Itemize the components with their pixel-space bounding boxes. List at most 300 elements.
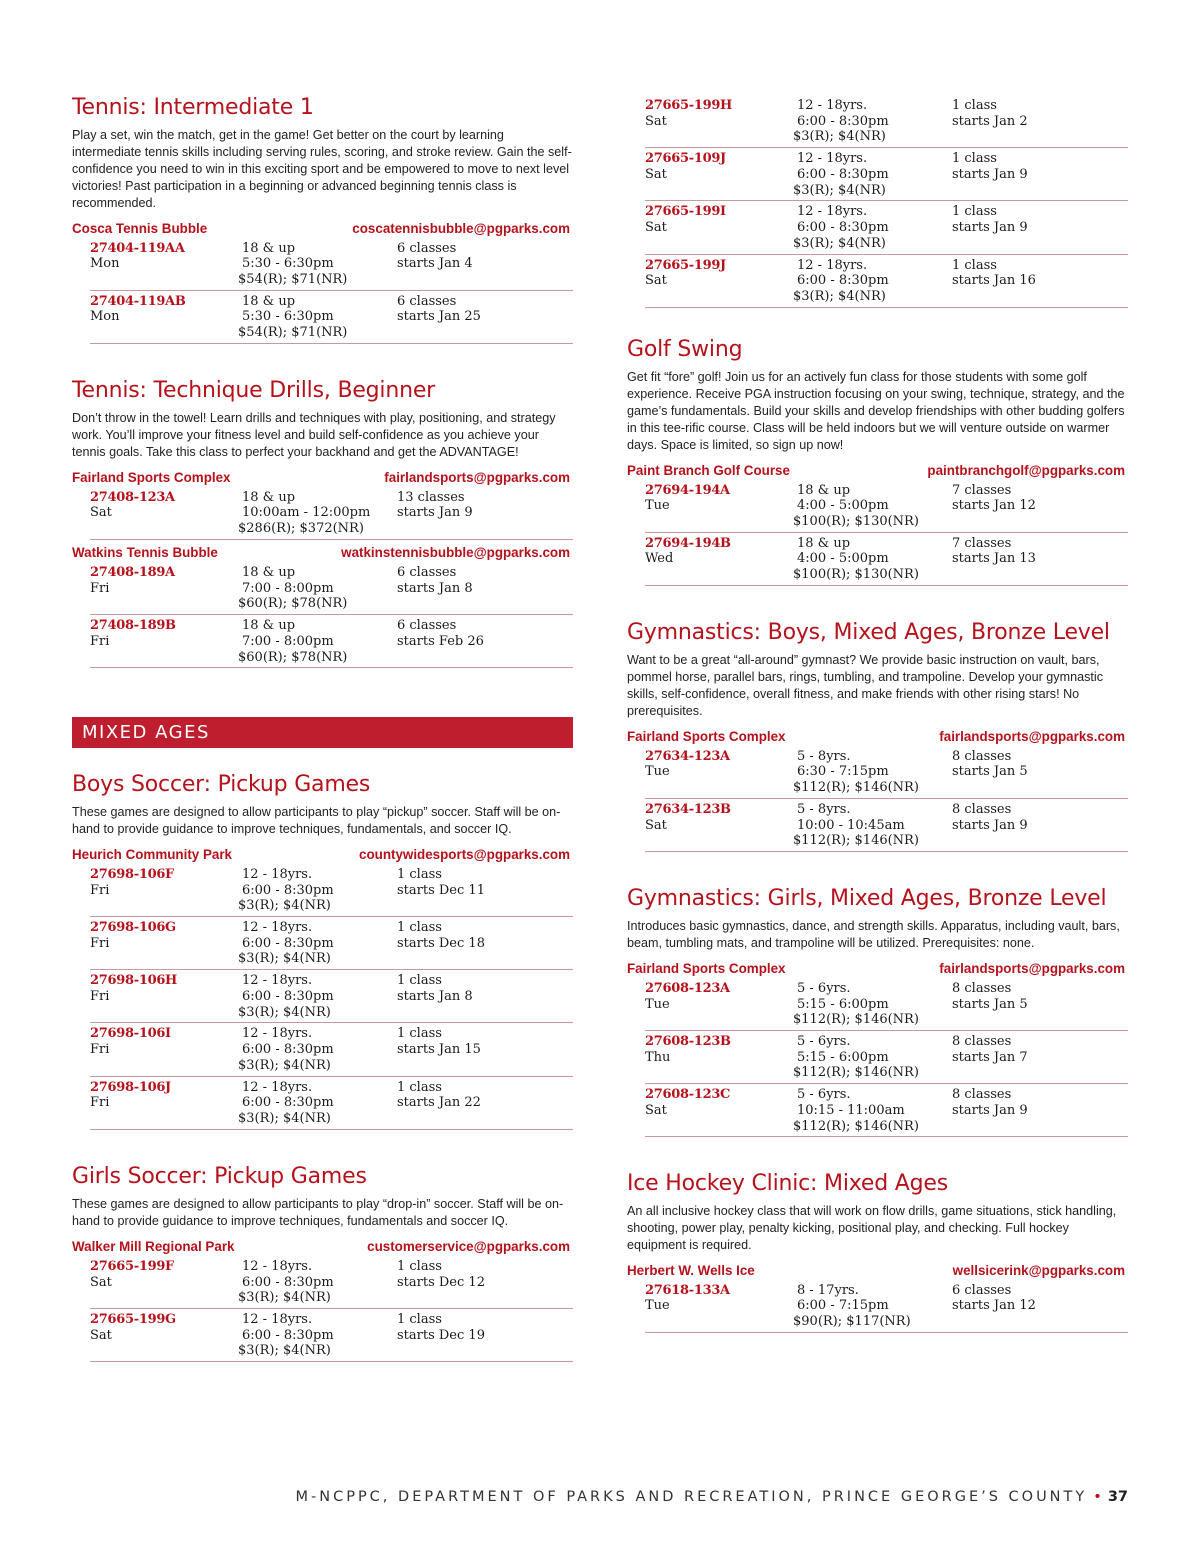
course-row	[90, 562, 573, 615]
course-schedule-cell	[952, 483, 1036, 514]
course-time: 6:00 - 8:30pm	[797, 113, 889, 129]
course-start-date: starts Jan 7	[952, 1049, 1028, 1065]
course-code[interactable]: 27404-119AA	[90, 240, 185, 256]
course-id-cell	[90, 241, 185, 272]
course-class-count: 6 classes	[397, 293, 457, 309]
course-id-cell	[645, 536, 731, 567]
course-start-date: starts Jan 8	[397, 580, 473, 596]
course-info-cell	[793, 258, 889, 305]
course-fee: $3(R); $4(NR)	[793, 182, 886, 198]
course-day: Sat	[645, 220, 667, 236]
course-time: 10:00 - 10:45am	[797, 817, 905, 833]
location-row	[627, 959, 1128, 978]
course-row	[90, 864, 573, 917]
course-code[interactable]: 27698-106I	[90, 1026, 171, 1042]
course-list	[72, 1256, 573, 1362]
course-class-count: 1 class	[397, 1312, 442, 1327]
course-id-cell	[90, 1080, 171, 1111]
course-fee: $3(R); $4(NR)	[238, 1057, 331, 1073]
course-id-cell	[90, 920, 176, 951]
course-id-cell	[645, 749, 730, 780]
course-id-cell	[90, 1312, 176, 1343]
mixed-ages-banner	[72, 717, 573, 748]
course-schedule-cell	[952, 981, 1028, 1012]
section-tennis-drills	[72, 377, 573, 668]
course-id-cell	[90, 1026, 171, 1057]
course-list	[72, 562, 573, 668]
course-row	[645, 533, 1128, 586]
course-class-count: 8 classes	[952, 1087, 1012, 1103]
course-day: Tue	[645, 996, 670, 1012]
course-fee: $112(R); $146(NR)	[793, 1118, 919, 1134]
location-row	[627, 1261, 1128, 1280]
course-fee: $60(R); $78(NR)	[238, 596, 348, 612]
course-age: 12 - 18yrs.	[242, 973, 313, 989]
course-fee: $112(R); $146(NR)	[793, 780, 919, 796]
course-info-cell	[793, 151, 889, 198]
course-row	[645, 1280, 1128, 1333]
course-info-cell	[238, 490, 370, 537]
course-fee: $100(R); $130(NR)	[793, 567, 919, 583]
location-name: Walker Mill Regional Park	[72, 1238, 235, 1254]
course-schedule-cell	[397, 490, 473, 521]
course-info-cell	[793, 536, 919, 583]
location-row	[72, 219, 573, 238]
course-info-cell	[238, 1026, 334, 1073]
course-row	[90, 970, 573, 1023]
course-row	[645, 148, 1128, 201]
course-info-cell	[793, 802, 919, 849]
section-title: Girls Soccer: Pickup Games	[72, 1164, 367, 1189]
course-code[interactable]: 27698-106G	[90, 920, 176, 935]
course-row	[90, 1077, 573, 1130]
course-fee: $3(R); $4(NR)	[793, 235, 886, 251]
section-boys-soccer	[72, 771, 573, 1130]
course-info-cell	[793, 1283, 911, 1330]
course-time: 4:00 - 5:00pm	[797, 551, 889, 567]
course-start-date: starts Jan 4	[397, 256, 473, 272]
course-start-date: starts Jan 5	[952, 996, 1028, 1012]
location-email-link[interactable]: watkinstennisbubble@pgparks.com	[341, 544, 570, 560]
course-start-date: starts Jan 9	[397, 505, 473, 521]
section-description: An all inclusive hockey class that will work on flow drills, game situations, stick handling, shooting, power play, penalty kicking, positional play, and checking. Full hockey equipment is required.	[627, 1204, 1117, 1252]
course-info-cell	[793, 749, 919, 796]
course-day: Thu	[645, 1049, 671, 1065]
course-time: 5:30 - 6:30pm	[242, 256, 334, 272]
course-class-count: 8 classes	[952, 748, 1012, 764]
course-start-date: starts Jan 12	[952, 498, 1036, 514]
course-row	[90, 487, 573, 540]
location-name: Paint Branch Golf Course	[627, 462, 790, 478]
course-time: 10:00am - 12:00pm	[242, 505, 371, 521]
location-name: Fairland Sports Complex	[72, 469, 231, 485]
course-start-date: starts Dec 12	[397, 1274, 485, 1290]
course-day: Wed	[645, 551, 674, 567]
course-fee: $100(R); $130(NR)	[793, 513, 919, 529]
course-id-cell	[645, 802, 731, 833]
course-row	[645, 480, 1128, 533]
course-age: 12 - 18yrs.	[242, 1258, 313, 1274]
course-fee: $3(R); $4(NR)	[793, 129, 886, 145]
location-name: Fairland Sports Complex	[627, 728, 786, 744]
course-code[interactable]: 27665-199J	[645, 257, 726, 273]
course-code[interactable]: 27608-123B	[645, 1034, 731, 1049]
page-footer	[295, 1489, 1128, 1505]
course-start-date: starts Jan 22	[397, 1095, 481, 1111]
course-id-cell	[645, 204, 726, 235]
course-day: Sat	[645, 817, 667, 833]
course-start-date: starts Jan 9	[952, 1102, 1028, 1118]
course-time: 5:15 - 6:00pm	[797, 1049, 889, 1065]
course-code[interactable]: 27618-133A	[645, 1282, 730, 1298]
course-fee: $54(R); $71(NR)	[238, 271, 348, 287]
course-schedule-cell	[397, 618, 484, 649]
course-code[interactable]: 27698-106F	[90, 866, 174, 882]
course-row	[645, 95, 1128, 148]
course-time: 6:00 - 8:30pm	[242, 988, 334, 1004]
course-day: Fri	[90, 1095, 110, 1111]
course-fee: $112(R); $146(NR)	[793, 1012, 919, 1028]
course-day: Mon	[90, 309, 120, 325]
course-row	[90, 615, 573, 668]
location-name: Watkins Tennis Bubble	[72, 544, 218, 560]
location-row	[72, 1237, 573, 1256]
course-time: 6:00 - 8:30pm	[242, 1095, 334, 1111]
course-code[interactable]: 27634-123B	[645, 801, 731, 817]
course-schedule-cell	[952, 749, 1028, 780]
course-info-cell	[793, 981, 919, 1028]
course-time: 6:00 - 8:30pm	[242, 1327, 334, 1343]
course-row	[645, 1084, 1128, 1137]
course-start-date: starts Jan 9	[952, 817, 1028, 833]
course-day: Fri	[90, 1042, 110, 1058]
course-fee: $286(R); $372(NR)	[238, 521, 364, 537]
course-schedule-cell	[397, 1026, 481, 1057]
location-email-link[interactable]: countywidesports@pgparks.com	[359, 846, 570, 862]
course-start-date: starts Dec 18	[397, 935, 485, 951]
course-class-count: 7 classes	[952, 482, 1012, 498]
course-code[interactable]: 27694-194B	[645, 535, 731, 551]
course-class-count: 6 classes	[952, 1282, 1012, 1298]
course-code[interactable]: 27408-123A	[90, 489, 175, 505]
location-row	[627, 727, 1128, 746]
course-start-date: starts Jan 8	[397, 988, 473, 1004]
course-fee: $54(R); $71(NR)	[238, 325, 348, 341]
course-time: 6:00 - 8:30pm	[242, 935, 334, 951]
course-class-count: 6 classes	[397, 240, 457, 256]
course-id-cell	[90, 867, 174, 898]
course-id-cell	[645, 258, 726, 289]
location-email-link[interactable]: fairlandsports@pgparks.com	[939, 728, 1125, 744]
course-row	[645, 201, 1128, 254]
section-tennis-intermediate	[72, 94, 573, 344]
location-row	[627, 461, 1128, 480]
course-day: Fri	[90, 580, 110, 596]
course-row	[90, 1256, 573, 1309]
course-code[interactable]: 27408-189A	[90, 564, 175, 580]
section-ice-hockey	[627, 1170, 1128, 1333]
course-fee: $112(R); $146(NR)	[793, 833, 919, 849]
location-email-link[interactable]: coscatennisbubble@pgparks.com	[352, 220, 570, 236]
course-class-count: 1 class	[397, 920, 442, 935]
course-row	[645, 746, 1128, 799]
section-girls-soccer	[72, 1163, 573, 1362]
course-info-cell	[793, 483, 919, 530]
course-info-cell	[793, 1034, 919, 1081]
course-row	[645, 1031, 1128, 1084]
course-age: 5 - 6yrs.	[797, 980, 851, 996]
course-id-cell	[90, 973, 177, 1004]
course-code[interactable]: 27634-123A	[645, 748, 730, 764]
section-gymnastics-boys	[627, 619, 1128, 852]
course-time: 6:00 - 7:15pm	[797, 1298, 889, 1314]
course-id-cell	[645, 981, 730, 1012]
course-code[interactable]: 27694-194A	[645, 482, 730, 498]
course-code[interactable]: 27665-199I	[645, 204, 726, 220]
course-row	[645, 978, 1128, 1031]
course-info-cell	[238, 241, 347, 288]
course-schedule-cell	[952, 258, 1036, 289]
section-girls-soccer-continued	[627, 95, 1128, 308]
course-day: Sat	[645, 273, 667, 289]
location-email-link[interactable]: customerservice@pgparks.com	[367, 1238, 570, 1254]
course-class-count: 1 class	[397, 1258, 442, 1274]
course-schedule-cell	[952, 204, 1028, 235]
course-day: Sat	[90, 1274, 112, 1290]
course-schedule-cell	[952, 1283, 1036, 1314]
section-golf-swing	[627, 336, 1128, 586]
course-id-cell	[645, 483, 730, 514]
course-schedule-cell	[952, 802, 1028, 833]
course-class-count: 6 classes	[397, 618, 457, 634]
course-row	[90, 238, 573, 291]
section-title: Tennis: Technique Drills, Beginner	[72, 378, 436, 403]
footer-organization: M-NCPPC, DEPARTMENT OF PARKS AND RECREATION, PRINCE GEORGE’S COUNTY	[295, 1489, 1088, 1505]
course-info-cell	[793, 1087, 919, 1134]
course-time: 4:00 - 5:00pm	[797, 498, 889, 514]
section-description: Want to be a great “all-around” gymnast? We provide basic instruction on vault, bars, pommel horse, parallel bars, rings, tumbling, and trampoline. Develop your gymnastic skills, self-confidence, overall fitness, and make friends with other rising stars! No prerequisites.	[627, 653, 1103, 718]
section-title: Gymnastics: Girls, Mixed Ages, Bronze Level	[627, 886, 1107, 911]
course-fee: $3(R); $4(NR)	[238, 1290, 331, 1306]
course-info-cell	[238, 1259, 334, 1306]
course-time: 6:30 - 7:15pm	[797, 764, 889, 780]
course-class-count: 1 class	[397, 1026, 442, 1042]
course-list	[627, 1280, 1128, 1333]
section-description: Play a set, win the match, get in the game! Get better on the court by learning intermediate tennis skills including serving rules, scoring, and stroke review. Gain the self-confidence you need to win in this exciting sport and be empowered to move to next level victories! Past participation in a beginning or advanced beginning tennis class is recommended.	[72, 128, 572, 210]
course-time: 7:00 - 8:00pm	[242, 633, 334, 649]
course-age: 5 - 6yrs.	[797, 1034, 851, 1049]
course-class-count: 6 classes	[397, 564, 457, 580]
course-day: Fri	[90, 988, 110, 1004]
course-day: Sat	[90, 1327, 112, 1343]
course-start-date: starts Jan 9	[952, 166, 1028, 182]
course-id-cell	[90, 1259, 174, 1290]
course-code[interactable]: 27698-106J	[90, 1079, 171, 1095]
course-list	[627, 480, 1128, 586]
course-time: 7:00 - 8:00pm	[242, 580, 334, 596]
course-code[interactable]: 27404-119AB	[90, 293, 186, 309]
course-fee: $3(R); $4(NR)	[238, 1343, 331, 1359]
course-start-date: starts Jan 15	[397, 1042, 481, 1058]
course-id-cell	[645, 98, 732, 129]
section-description: These games are designed to allow participants to play “pickup” soccer. Staff will be on-hand to provide guidance to improve techniques, fundamentals, and soccer IQ.	[72, 805, 561, 836]
course-id-cell	[645, 1283, 730, 1314]
course-start-date: starts Feb 26	[397, 633, 484, 649]
location-row	[72, 468, 573, 487]
course-day: Mon	[90, 256, 120, 272]
course-id-cell	[645, 1087, 730, 1118]
course-day: Fri	[90, 935, 110, 951]
course-info-cell	[238, 920, 334, 967]
page-number: 37	[1107, 1489, 1128, 1505]
course-id-cell	[90, 490, 175, 521]
course-id-cell	[90, 618, 176, 649]
course-age: 18 & up	[797, 535, 851, 551]
course-id-cell	[645, 151, 726, 182]
course-day: Tue	[645, 498, 670, 514]
course-row	[90, 1023, 573, 1076]
course-age: 18 & up	[242, 489, 296, 505]
course-row	[90, 1309, 573, 1362]
location-name: Herbert W. Wells Ice	[627, 1262, 755, 1278]
course-schedule-cell	[397, 294, 481, 325]
course-schedule-cell	[952, 536, 1036, 567]
course-schedule-cell	[952, 1087, 1028, 1118]
section-title: Ice Hockey Clinic: Mixed Ages	[627, 1171, 948, 1196]
course-code[interactable]: 27665-199H	[645, 98, 733, 113]
course-class-count: 1 class	[397, 973, 442, 989]
course-time: 5:30 - 6:30pm	[242, 309, 334, 325]
location-email-link[interactable]: fairlandsports@pgparks.com	[939, 960, 1125, 976]
course-time: 6:00 - 8:30pm	[797, 220, 889, 236]
course-fee: $3(R); $4(NR)	[793, 288, 886, 304]
course-start-date: starts Jan 12	[952, 1298, 1036, 1314]
course-list	[72, 238, 573, 344]
course-age: 12 - 18yrs.	[797, 151, 868, 167]
course-schedule-cell	[952, 1034, 1028, 1065]
course-day: Fri	[90, 882, 110, 898]
course-id-cell	[645, 1034, 731, 1065]
course-start-date: starts Dec 19	[397, 1327, 485, 1343]
course-age: 5 - 8yrs.	[797, 748, 851, 764]
course-start-date: starts Jan 9	[952, 220, 1028, 236]
course-time: 6:00 - 8:30pm	[242, 882, 334, 898]
course-time: 6:00 - 8:30pm	[242, 1042, 334, 1058]
course-schedule-cell	[397, 920, 485, 951]
course-row	[90, 291, 573, 344]
location-email-link[interactable]: wellsicerink@pgparks.com	[952, 1262, 1125, 1278]
section-title: Tennis: Intermediate 1	[72, 95, 314, 120]
course-class-count: 8 classes	[952, 1034, 1012, 1049]
course-schedule-cell	[397, 565, 473, 596]
location-email-link[interactable]: paintbranchgolf@pgparks.com	[927, 462, 1125, 478]
course-list	[72, 487, 573, 540]
course-row	[645, 255, 1128, 308]
course-fee: $3(R); $4(NR)	[238, 951, 331, 967]
course-row	[90, 917, 573, 970]
section-description: Get fit “fore” golf! Join us for an actively fun class for those students with some golf experience. Receive PGA instruction focusing on your swing, technique, strategy, and the game’s fundamentals. Build your skills and develop friendships with other budding golfers in this tee-rific course. Class will be held indoors but we will venture outside on warmer days. Space is limited, so sign up now!	[627, 370, 1125, 452]
course-code[interactable]: 27665-199F	[90, 1258, 174, 1274]
location-email-link[interactable]: fairlandsports@pgparks.com	[384, 469, 570, 485]
course-age: 12 - 18yrs.	[797, 257, 868, 273]
course-code[interactable]: 27608-123C	[645, 1087, 731, 1103]
course-fee: $3(R); $4(NR)	[238, 898, 331, 914]
course-time: 5:15 - 6:00pm	[797, 996, 889, 1012]
course-schedule-cell	[952, 98, 1028, 129]
course-info-cell	[238, 618, 347, 665]
course-age: 8 - 17yrs.	[797, 1282, 859, 1298]
course-day: Sat	[645, 166, 667, 182]
course-list	[627, 746, 1128, 852]
course-day: Sat	[645, 1102, 667, 1118]
course-code[interactable]: 27608-123A	[645, 980, 730, 996]
course-info-cell	[238, 294, 347, 341]
course-schedule-cell	[397, 1259, 485, 1290]
course-class-count: 1 class	[397, 1079, 442, 1095]
course-fee: $112(R); $146(NR)	[793, 1065, 919, 1081]
course-day: Tue	[645, 764, 670, 780]
course-row	[645, 799, 1128, 852]
course-schedule-cell	[397, 867, 485, 898]
course-age: 12 - 18yrs.	[242, 866, 313, 882]
course-list	[627, 95, 1128, 308]
section-description: These games are designed to allow participants to play “drop-in” soccer. Staff will be on-hand to provide guidance to improve techniques, fundamentals and soccer IQ.	[72, 1197, 564, 1228]
course-schedule-cell	[397, 973, 473, 1004]
location-name: Cosca Tennis Bubble	[72, 220, 208, 236]
course-schedule-cell	[397, 1312, 485, 1343]
location-name: Heurich Community Park	[72, 846, 232, 862]
course-class-count: 1 class	[952, 257, 997, 273]
footer-bullet: •	[1093, 1489, 1102, 1505]
course-info-cell	[238, 973, 334, 1020]
course-age: 12 - 18yrs.	[797, 98, 868, 113]
course-class-count: 13 classes	[397, 489, 465, 505]
course-code[interactable]: 27665-109J	[645, 151, 726, 167]
course-age: 5 - 8yrs.	[797, 801, 851, 817]
course-age: 12 - 18yrs.	[242, 1312, 313, 1327]
course-age: 18 & up	[242, 240, 296, 256]
course-code[interactable]: 27698-106H	[90, 973, 178, 989]
course-info-cell	[793, 98, 889, 145]
course-day: Sat	[645, 113, 667, 129]
course-info-cell	[238, 867, 334, 914]
course-time: 6:00 - 8:30pm	[797, 166, 889, 182]
course-list	[627, 978, 1128, 1138]
course-class-count: 1 class	[952, 151, 997, 167]
course-age: 12 - 18yrs.	[242, 920, 313, 935]
course-id-cell	[90, 565, 175, 596]
course-list	[72, 864, 573, 1130]
course-schedule-cell	[952, 151, 1028, 182]
course-age: 18 & up	[797, 482, 851, 498]
course-class-count: 8 classes	[952, 980, 1012, 996]
course-day: Fri	[90, 633, 110, 649]
location-row	[72, 845, 573, 864]
course-age: 5 - 6yrs.	[797, 1087, 851, 1103]
course-time: 6:00 - 8:30pm	[797, 273, 889, 289]
course-day: Sat	[90, 505, 112, 521]
course-code[interactable]: 27665-199G	[90, 1312, 176, 1327]
course-time: 10:15 - 11:00am	[797, 1102, 905, 1118]
course-start-date: starts Jan 2	[952, 113, 1028, 129]
course-fee: $3(R); $4(NR)	[238, 1110, 331, 1126]
course-code[interactable]: 27408-189B	[90, 618, 176, 634]
course-fee: $3(R); $4(NR)	[238, 1004, 331, 1020]
course-age: 18 & up	[242, 293, 296, 309]
course-start-date: starts Jan 16	[952, 273, 1036, 289]
course-info-cell	[238, 1080, 334, 1127]
course-start-date: starts Jan 25	[397, 309, 481, 325]
